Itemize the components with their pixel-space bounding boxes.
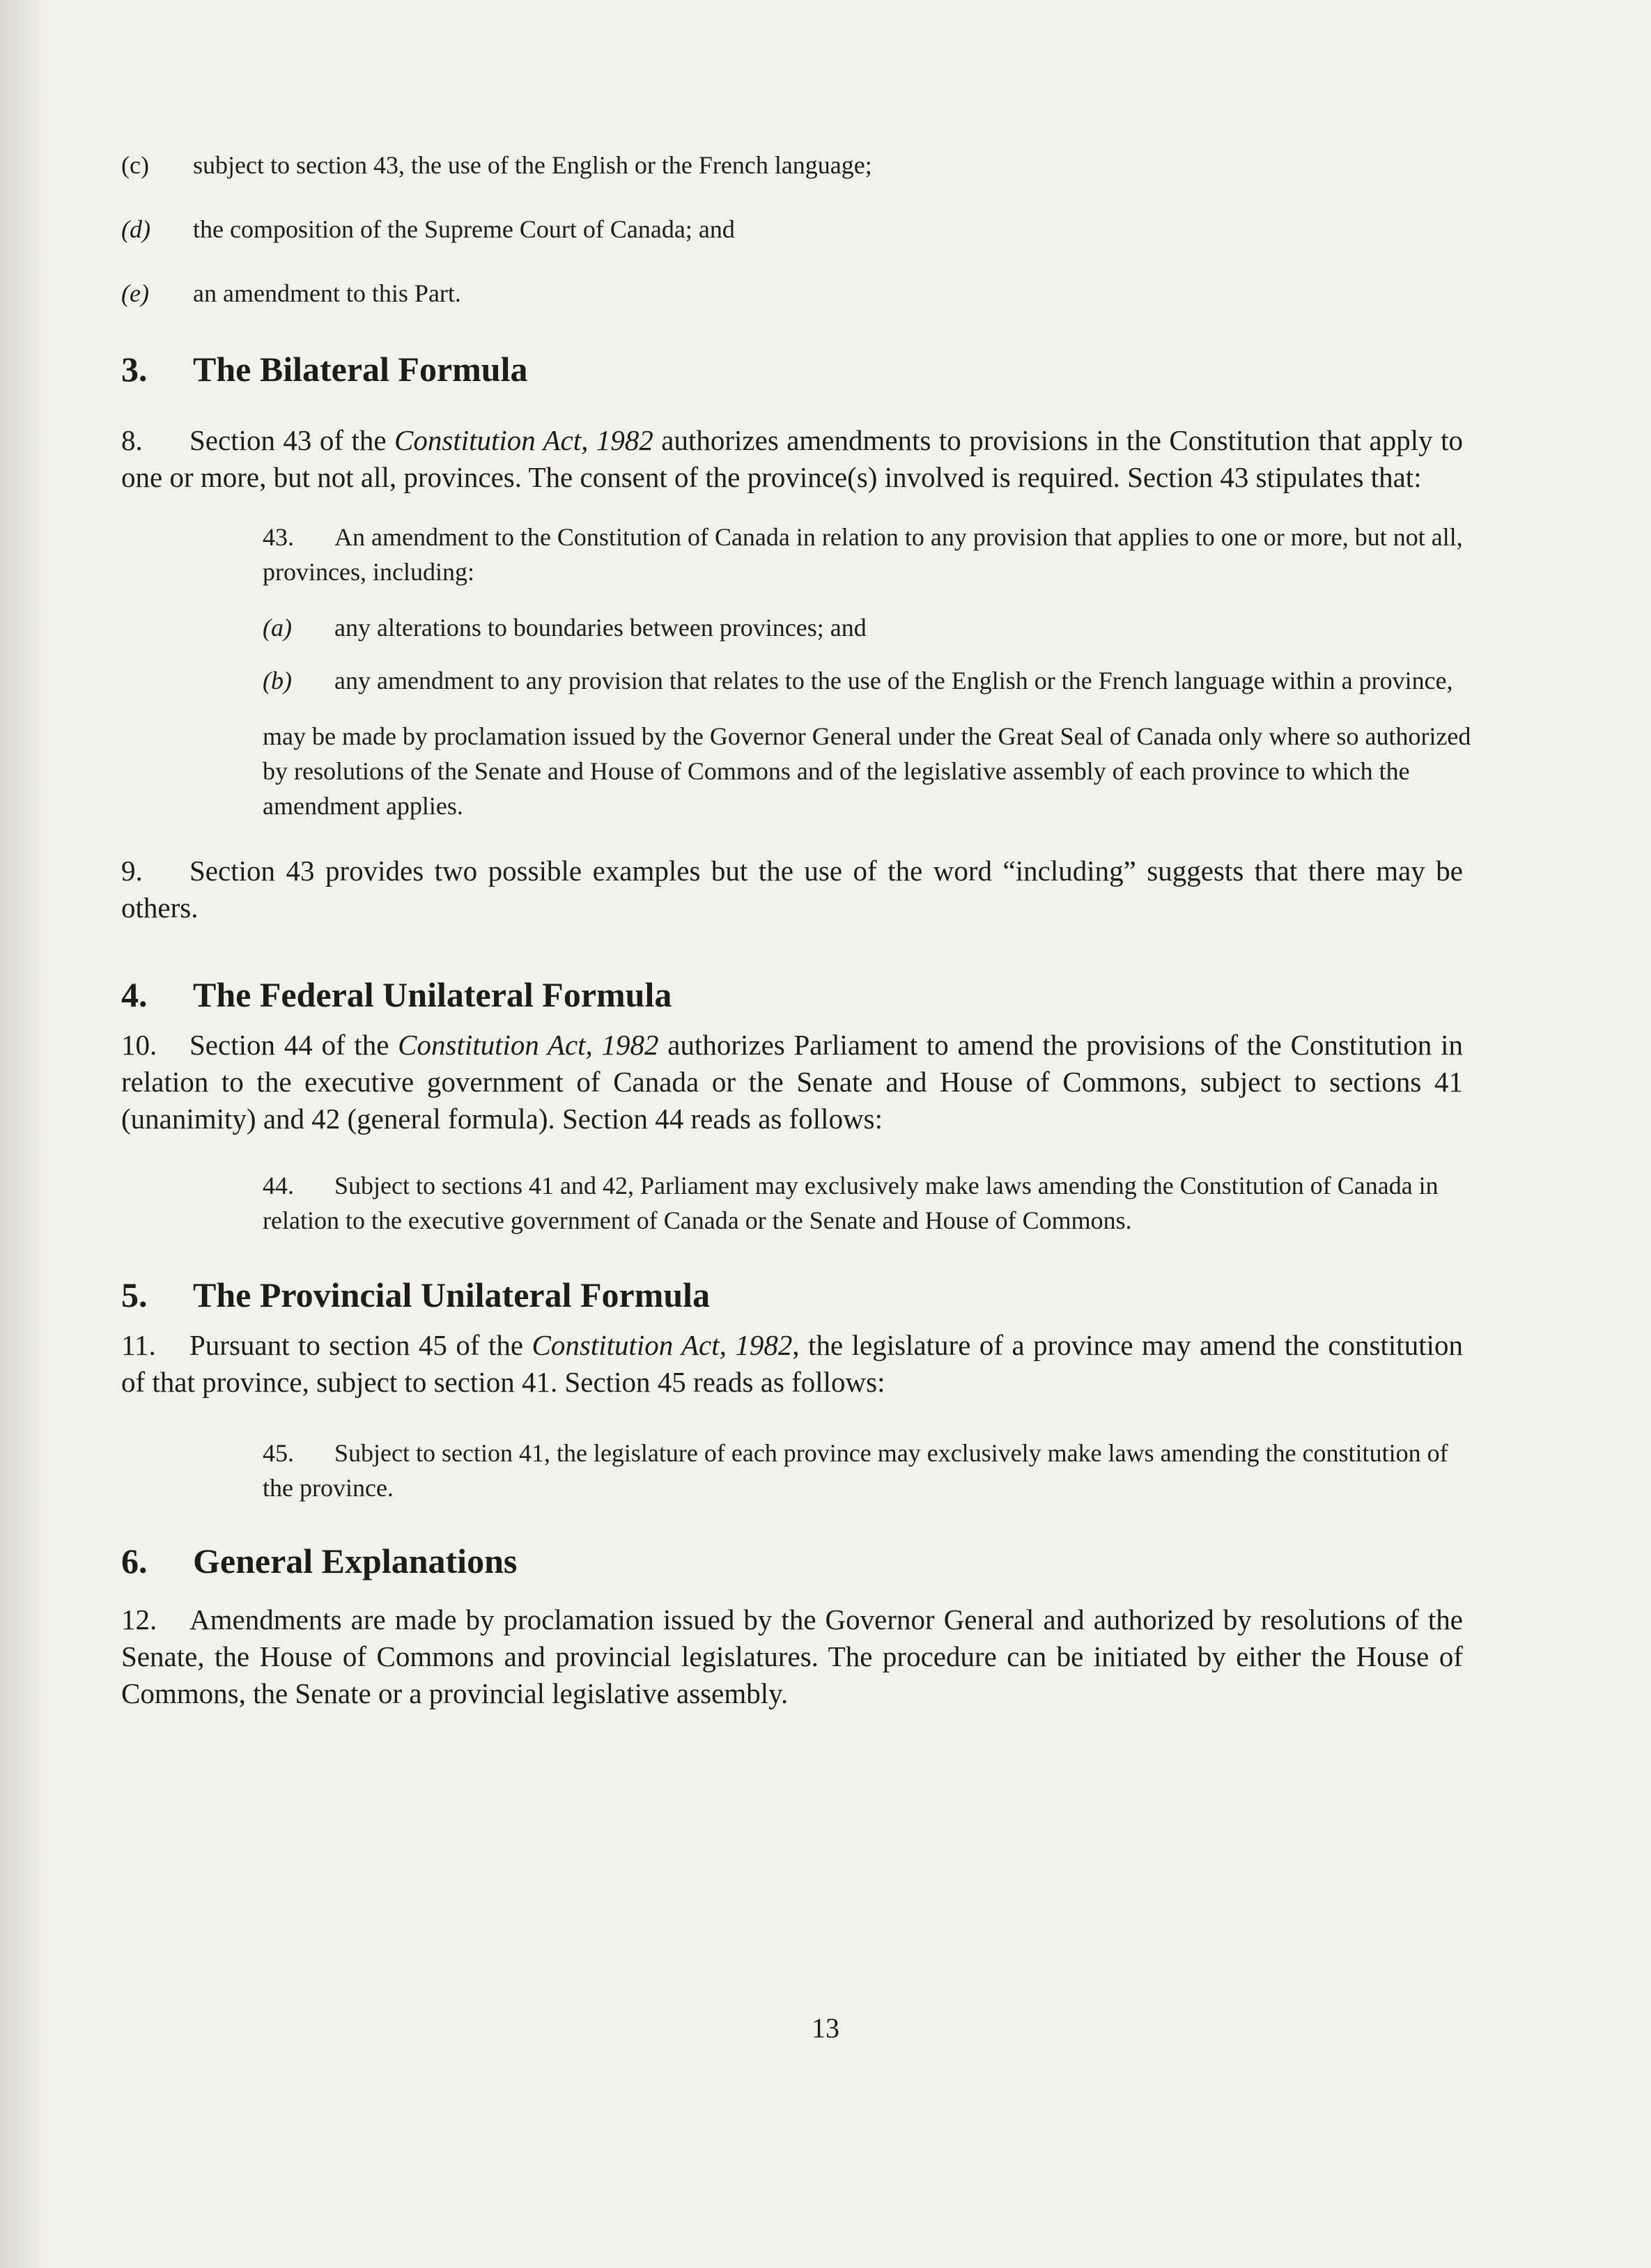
- list-label: (e): [121, 279, 149, 307]
- section-heading: [121, 1539, 1463, 1583]
- list-text: the composition of the Supreme Court of Canada; and: [193, 215, 735, 243]
- quote-text: Subject to sections 41 and 42, Parliament may exclusively make laws amending the Constitution of Canada in relation to the executive government of Canada or the Senate and House of Commons.: [263, 1172, 1439, 1234]
- paragraph-text: Section 43 provides two possible examples but the use of the word “including” suggests that there may be others.: [121, 855, 1463, 924]
- quote-sub-item: [263, 663, 1463, 698]
- sub-item-label: (a): [263, 614, 292, 642]
- paragraph-12: [121, 1601, 1463, 1712]
- paragraph-number: 9.: [121, 855, 143, 887]
- paragraph-text: Section 44 of the: [189, 1029, 398, 1061]
- act-title: Constitution Act, 1982: [532, 1329, 793, 1361]
- quote-sub-item: [263, 610, 1463, 645]
- paragraph-text: , the legislature of a province may amend the constitution of that province, subject to section 41. Section 45 reads as follows:: [121, 1329, 1463, 1398]
- paragraph-number: 11.: [121, 1329, 156, 1361]
- list-label: (c): [121, 151, 149, 179]
- sub-item-label: (b): [263, 667, 292, 694]
- quote-number: 45.: [263, 1439, 294, 1467]
- section-heading: [121, 347, 1463, 391]
- act-title: Constitution Act, 1982: [398, 1029, 659, 1061]
- paragraph-number: 12.: [121, 1603, 157, 1636]
- section-number: 3.: [121, 350, 148, 389]
- document-body: [121, 148, 1471, 1747]
- quote-number: 43.: [263, 523, 294, 551]
- paragraph-11: [121, 1327, 1463, 1401]
- quote-number: 44.: [263, 1172, 294, 1199]
- act-title: Constitution Act, 1982: [394, 424, 653, 456]
- section-number: 4.: [121, 975, 148, 1014]
- quote-text: Subject to section 41, the legislature of each province may exclusively make laws amending the constitution of the province.: [263, 1439, 1448, 1502]
- section-heading: [121, 972, 1463, 1017]
- paragraph-number: 10.: [121, 1029, 157, 1061]
- list-text: an amendment to this Part.: [193, 279, 461, 307]
- paragraph-text: authorizes amendments to provisions in the Constitution that apply to one or more, but not all, provinces. The consent of the province(s) involved is required. Section 43 stipulates that:: [121, 424, 1463, 493]
- quoted-section-43: [263, 520, 1475, 589]
- quote-trailer: may be made by proclamation issued by the Governor General under the Great Seal of Canada only where so authorized by resolutions of the Senate and House of Commons and of the legislative assembly of each province to which the amendment applies.: [263, 722, 1471, 820]
- quote-text: An amendment to the Constitution of Canada in relation to any provision that applies to one or more, but not all, provinces, including:: [263, 523, 1463, 586]
- paragraph-text: Section 43 of the: [189, 424, 395, 456]
- sub-item-text: any alterations to boundaries between provinces; and: [334, 614, 867, 642]
- page-edge-shadow: [0, 0, 49, 2268]
- section-title: The Bilateral Formula: [193, 350, 528, 389]
- list-item: [121, 276, 1463, 311]
- paragraph-text: Amendments are made by proclamation issued by the Governor General and authorized by resolutions of the Senate, the House of Commons and provincial legislatures. The procedure can be initiated by either the House of Commons, the Senate or a provincial legislative assembly.: [121, 1603, 1463, 1709]
- paragraph-number: 8.: [121, 424, 143, 456]
- paragraph-10: [121, 1027, 1463, 1137]
- quoted-section-44: [263, 1168, 1475, 1238]
- quoted-section-45: [263, 1436, 1475, 1505]
- section-number: 6.: [121, 1541, 148, 1580]
- paragraph-text: authorizes Parliament to amend the provisions of the Constitution in relation to the executive government of Canada or the Senate and House of Commons, subject to sections 41 (unanimity) and 42 (general formula). Section 44 reads as follows:: [121, 1029, 1463, 1135]
- list-text: subject to section 43, the use of the English or the French language;: [193, 151, 872, 179]
- list-label: (d): [121, 215, 150, 243]
- list-item: [121, 148, 1463, 182]
- section-title: General Explanations: [193, 1541, 518, 1580]
- section-heading: [121, 1273, 1463, 1317]
- paragraph-text: Pursuant to section 45 of the: [189, 1329, 532, 1361]
- list-item: [121, 212, 1463, 247]
- paragraph-9: [121, 853, 1463, 926]
- section-number: 5.: [121, 1275, 148, 1314]
- page-number: 13: [812, 2012, 839, 2044]
- section-title: The Federal Unilateral Formula: [193, 975, 672, 1014]
- paragraph-8: [121, 422, 1463, 496]
- section-title: The Provincial Unilateral Formula: [193, 1275, 711, 1314]
- sub-item-text: any amendment to any provision that relates to the use of the English or the French language within a province,: [334, 667, 1453, 694]
